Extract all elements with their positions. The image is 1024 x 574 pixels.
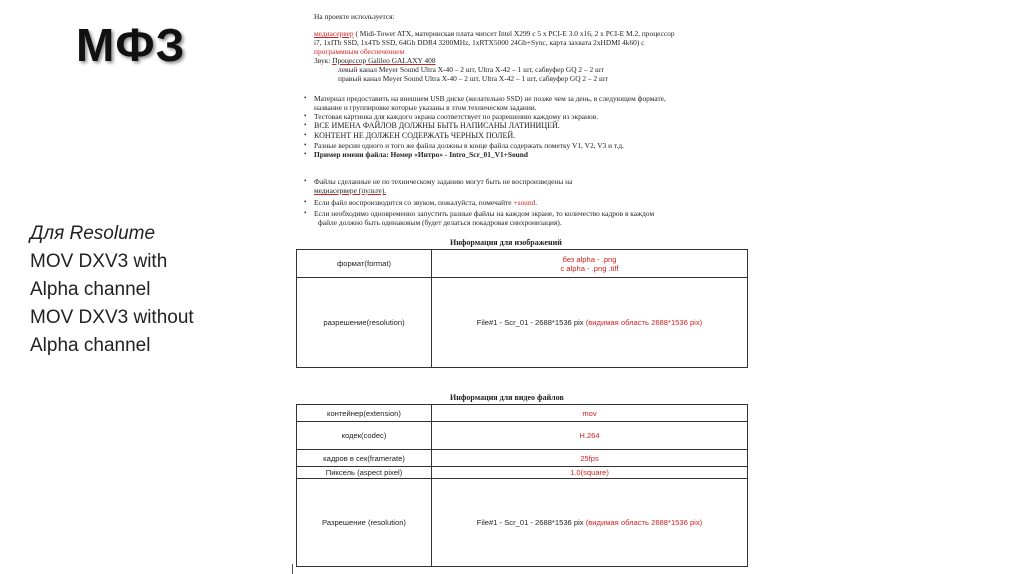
sound-label: Звук:	[314, 56, 331, 65]
notes-line: MOV DXV3 with	[30, 251, 168, 272]
sound-line	[314, 56, 436, 65]
table-cell-label: кодек(codec)	[297, 422, 432, 450]
value-line: с alpha - .png .tiff	[560, 263, 619, 273]
table-cell-label: разрешение(resolution)	[297, 278, 432, 368]
visible-area: (видимая область 2688*1536 pix)	[585, 518, 703, 527]
table-row	[297, 450, 748, 467]
video-table-caption: Информация для видео файлов	[450, 393, 564, 402]
table-cell-label: формат(format)	[297, 250, 432, 278]
hardware-line-2: i7, 1xITb SSD, 1x4Tb SSD, 64Gb DDR4 3200MHz, 1xRTX5000 24Gb+Sync, карта захвата 2xHDMI 4k60) с	[314, 38, 645, 47]
value-line: без alpha - .png	[562, 254, 617, 264]
table-cell-value	[432, 278, 748, 368]
mediaserver-term: медиасервер	[314, 29, 354, 38]
right-channel: правый канал Meyer Sound Ultra X-40 – 2 шт, Ultra X-42 – 1 шт, сабвуфер GQ 2 – 2 шт	[338, 74, 608, 83]
left-channel: левый канал Meyer Sound Ultra X-40 – 2 шт, Ultra X-42 – 1 шт, сабвуфер GQ 2 – 2 шт	[338, 65, 604, 74]
bullet-text: Файлы сделанные не по техническому заданию могут быть не воспроизведены на	[314, 177, 573, 186]
notes-line: MOV DXV3 without	[30, 307, 194, 328]
table-row	[297, 479, 748, 567]
bullet-text: название и группировке которые указаны в этом техническом задании.	[314, 103, 537, 112]
image-table-caption: Информация для изображений	[450, 238, 562, 247]
table-row	[297, 250, 748, 278]
table-cell-value	[432, 479, 748, 567]
table-cell-value: H.264	[432, 422, 748, 450]
bullet-text: файле должно быть одинаковым (будет делаться покадровая синхронизация).	[318, 218, 562, 227]
bullet-text: Разные версии одного и того же файла должны в конце файла содержать пометку V1, V2, V3 и т.д.	[314, 141, 625, 150]
sound-note: Если файл воспроизводится со звуком, пожалуйста, помечайте	[314, 198, 512, 207]
video-info-table	[296, 404, 748, 567]
software-text: программным обеспечением	[314, 47, 405, 56]
notes-heading: Для Resolume	[30, 223, 156, 244]
bullet-text: Тестовая картинка для каждого экрана соответствует по разрешению каждому из экранов.	[314, 112, 599, 121]
visible-area: (видимая область 2688*1536 pix)	[585, 318, 703, 327]
bullet-text: Материал предоставить на внешнем USB диске (желательно SSD) не позже чем за день, в следующем формате,	[314, 94, 666, 103]
image-info-table	[296, 249, 748, 368]
table-row	[297, 422, 748, 450]
sound-tag: +sound.	[513, 198, 538, 207]
notes-line: Alpha channel	[30, 335, 151, 356]
table-row	[297, 278, 748, 368]
bullet-text: Если необходимо одновременно запустить разные файлы на каждом экране, то количество кадров в каждом	[314, 209, 655, 218]
table-cell-label: кадров в сек(framerate)	[297, 450, 432, 467]
notes-line: Alpha channel	[30, 279, 151, 300]
hardware-spec: ( Midi-Tower ATX, материнская плата чипсет Intel X299 с 5 x PCI-E 3.0 x16, 2 x PCI-E M.2, процессор	[355, 29, 675, 38]
slide-title: МФЗ	[76, 19, 186, 71]
table-cell-value: 25fps	[432, 450, 748, 467]
table-cell-label: Пиксель (aspect pixel)	[297, 467, 432, 479]
table-cell-label: Разрешение (resolution)	[297, 479, 432, 567]
table-cell-label: контейнер(extension)	[297, 405, 432, 422]
resolution-value: File#1 - Scr_01 - 2688*1536 pix	[476, 318, 584, 327]
document-scan: На проекте используется: медиасервер ( Midi-Tower ATX, материнская плата чипсет Intel X299 с 5 x PCI-E 3.0 x16, 2 x PCI-E M.2, процессор i7, 1xITb SSD, 1x4Tb SSD, 64Gb DDR4 3200MHz, 1xRTX5000 24Gb+Sync, карта захвата 2xHDMI 4k60) с программным обеспечением Звук: Процессор Galileo GALAXY 408 левый канал Meyer Sound Ultra X-40 – 2 шт, Ultra X-42 – 1 шт, сабвуфер GQ 2 – 2 шт правый канал Meyer Sound Ultra X-40 – 2 шт, Ultra X-42 – 1 шт, сабвуфер GQ 2 – 2 шт • Материал предоставить на внешнем USB диске (желательно SSD) не позже чем за день, в следующем формате, название и группировке которые указаны в этом техническом задании. • Тестовая картинка для каждого экрана соответствует по разрешению каждому из экранов. • ВСЕ ИМЕНА ФАЙЛОВ ДОЛЖНЫ БЫТЬ НАПИСАНЫ ЛАТИНИЦЕЙ. • КОНТЕНТ НЕ ДОЛЖЕН СОДЕРЖАТЬ ЧЕРНЫХ ПОЛЕЙ. • Разные версии одного и того же файла должны в конце файла содержать пометку V1, V2, V3 и т.д. • Пример имени файла: Номер «Интро» - Intro_Scr_01_V1+Sound • Файлы сделанные не по техническому заданию могут быть не воспроизведены на медиасервере (пульте). • Если файл воспроизводится со звуком, пожалуйста, помечайте +sound. • Если необходимо одновременно запустить разные файлы на каждом экране, то количество кадров в каждом файле должно быть одинаковым (будет делаться покадровая синхронизация). Информация для изображений формат(format) без alpha - .png с alpha - .png .tiff разрешение(resolution) File#1 - Scr_01 - 2688*1536 pix (видимая область 2688*1536 pix) Информация для видео файлов контейнер(extension) mov кодек(codec) H.264 кадров в сек(framerate) 25fps Пиксель (aspect pixel) 1.0(square) Разрешение (resolution) File#1 - Scr_01 - 2688*1536 pix (видимая область 2688*1536 pix)	[292, 6, 762, 574]
bullet-text: ВСЕ ИМЕНА ФАЙЛОВ ДОЛЖНЫ БЫТЬ НАПИСАНЫ ЛАТИНИЦЕЙ.	[314, 121, 560, 130]
table-cell-value: mov	[432, 405, 748, 422]
table-row	[297, 405, 748, 422]
resolution-value: File#1 - Scr_01 - 2688*1536 pix	[476, 518, 584, 527]
bullet-text	[314, 198, 537, 207]
left-notes	[30, 220, 194, 360]
sound-processor: Процессор Galileo GALAXY 408	[332, 56, 436, 65]
table-row	[297, 467, 748, 479]
table-cell-value	[432, 250, 748, 278]
bullet-text: медиасервере (пульте).	[314, 186, 387, 195]
hardware-line-1	[314, 29, 675, 38]
table-cell-value: 1.0(square)	[432, 467, 748, 479]
page-edge	[292, 564, 293, 574]
bullet-text: КОНТЕНТ НЕ ДОЛЖЕН СОДЕРЖАТЬ ЧЕРНЫХ ПОЛЕЙ.	[314, 131, 516, 140]
intro-text: На проекте используется:	[314, 12, 395, 21]
bullet-text: Пример имени файла: Номер «Интро» - Intro_Scr_01_V1+Sound	[314, 150, 529, 159]
